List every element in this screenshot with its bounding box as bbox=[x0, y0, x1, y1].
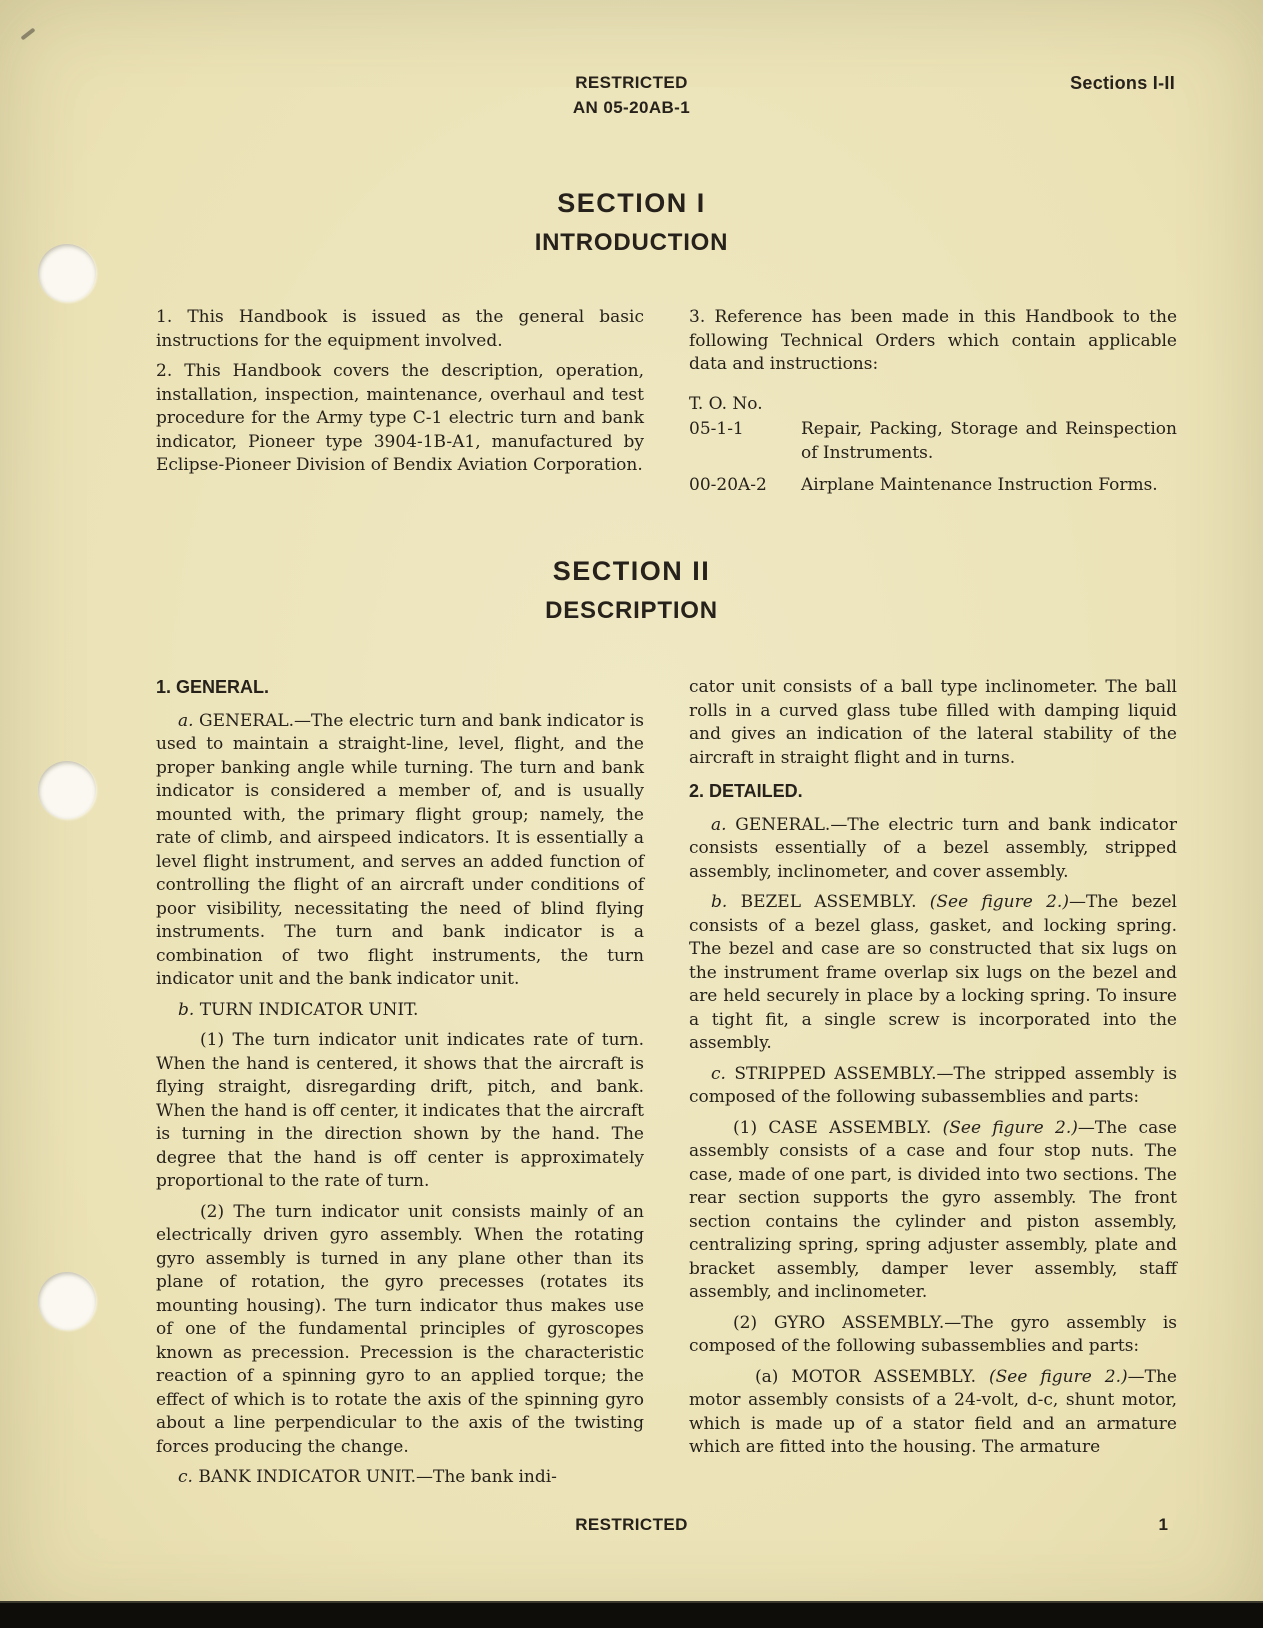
technical-orders-list bbox=[689, 393, 1177, 498]
section1-heading bbox=[0, 188, 1263, 256]
paragraph-general-a: a. GENERAL.—The electric turn and bank indicator is used to maintain a straight-line, level, flight, and the proper banking angle while turning. The turn and bank indicator is considered a member of, and is usually mounted with, the primary flight group; namely, the rate of climb, and airspeed indicators. It is essentially a level flight instrument, and serves an added function of controlling the flight of an aircraft under conditions of poor visibility, necessitating the need of blind flying instruments. The turn and bank indicator is a combination of two flight instruments, the turn indicator unit and the bank indicator unit. bbox=[156, 710, 644, 989]
heading-detailed: 2. DETAILED. bbox=[689, 781, 803, 801]
technical-order-row bbox=[689, 418, 1177, 465]
punch-hole bbox=[38, 761, 96, 819]
figure-reference: (See figure 2.) bbox=[989, 1366, 1128, 1387]
heading-turn-indicator-unit: b. TURN INDICATOR UNIT. bbox=[178, 999, 419, 1020]
paragraph-bank-indicator: c. BANK INDICATOR UNIT.—The bank indi- bbox=[178, 1467, 557, 1487]
to-description: Repair, Packing, Storage and Reinspection of Instruments. bbox=[801, 419, 1177, 463]
paragraph-lead-letter: a. bbox=[711, 814, 727, 835]
paragraph-bezel-assembly: b. BEZEL ASSEMBLY. (See figure 2.)—The bezel consists of a bezel glass, gasket, and locking spring. The bezel and case are so constructed that six lugs on the instrument frame overlap six lugs on the bezel and are held securely in place by a locking spring. To insure a tight fit, a single screw is incorporated into the assembly. bbox=[689, 892, 1177, 1053]
sections-label: Sections I-II bbox=[1070, 73, 1175, 93]
section1-right-column bbox=[689, 306, 1177, 507]
section1-title: SECTION I bbox=[557, 188, 706, 218]
document-number: AN 05-20AB-1 bbox=[572, 98, 691, 117]
classification-marking-top: RESTRICTED bbox=[575, 73, 688, 92]
paragraph-motor-assembly: (a) MOTOR ASSEMBLY. (See figure 2.)—The motor assembly consists of a 24-volt, d-c, shunt motor, which is made up of a stator field and an armature which are fitted into the housing. The armature bbox=[689, 1366, 1177, 1457]
figure-reference: (See figure 2.) bbox=[929, 892, 1069, 912]
paragraph-case-assembly: (1) CASE ASSEMBLY. (See figure 2.)—The case assembly consists of a case and four stop nuts. The case, made of one part, is divided into two sections. The rear section supports the gyro assembly. The front section contains the cylinder and piston assembly, centralizing spring, spring adjuster assembly, plate and bracket assembly, damper lever assembly, staff assembly, and inclinometer. bbox=[689, 1117, 1177, 1302]
section2-heading bbox=[0, 556, 1263, 624]
paragraph-handbook-covers: 2. This Handbook covers the description, operation, installation, inspection, maintenance, overhaul and test procedure for the Army type C-1 electric turn and bank indicator, Pioneer type 3904-1B-A1, manufactured by Eclipse-Pioneer Division of Bendix Aviation Corporation. bbox=[156, 361, 644, 475]
scan-edge-bar bbox=[0, 1601, 1263, 1628]
classification-marking-bottom: RESTRICTED bbox=[575, 1515, 688, 1534]
technical-order-row bbox=[689, 474, 1177, 498]
paragraph-lead-letter: b. bbox=[178, 999, 195, 1020]
to-description: Airplane Maintenance Instruction Forms. bbox=[801, 475, 1158, 495]
paragraph-turn-indicator-2: (2) The turn indicator unit consists mainly of an electrically driven gyro assembly. When the rotating gyro assembly is turned in any plane other than its plane of rotation, the gyro precesses (rotates its mounting housing). The turn indicator thus makes use of one of the fundamental principles of gyroscopes known as precession. Precession is the characteristic reaction of a spinning gyro to an applied torque; the effect of which is to rotate the axis of the spinning gyro about a line perpendicular to the axis of the twisting forces producing the change. bbox=[156, 1201, 644, 1457]
section2-left-column bbox=[156, 676, 644, 1497]
paragraph-detailed-general: a. GENERAL.—The electric turn and bank indicator consists essentially of a bezel assembly, stripped assembly, inclinometer, and cover assembly. bbox=[689, 814, 1177, 882]
to-number: 00-20A-2 bbox=[689, 475, 767, 495]
paragraph-bank-indicator-continued: cator unit consists of a ball type inclinometer. The ball rolls in a curved glass tube filled with damping liquid and gives an indication of the lateral stability of the aircraft in straight flight and in turns. bbox=[689, 677, 1177, 768]
section2-title: SECTION II bbox=[552, 556, 711, 586]
paragraph-stripped-assembly: c. STRIPPED ASSEMBLY.—The stripped assembly is composed of the following subassemblies and parts: bbox=[689, 1063, 1177, 1107]
to-number-label: T. O. No. bbox=[689, 393, 763, 414]
punch-hole bbox=[38, 1272, 96, 1330]
heading-general: 1. GENERAL. bbox=[156, 677, 270, 697]
paragraph-references: 3. Reference has been made in this Handbook to the following Technical Orders which contain applicable data and instructions: bbox=[689, 307, 1177, 374]
figure-reference: (See figure 2.) bbox=[942, 1117, 1078, 1138]
section2-columns bbox=[156, 676, 1177, 1497]
paragraph-lead-letter: c. bbox=[711, 1063, 726, 1084]
paragraph-handbook-issued: 1. This Handbook is issued as the general basic instructions for the equipment involved. bbox=[156, 307, 644, 351]
to-number: 05-1-1 bbox=[689, 419, 744, 439]
section2-right-column bbox=[689, 676, 1177, 1497]
page-number: 1 bbox=[1158, 1515, 1168, 1534]
page-footer bbox=[0, 1513, 1263, 1537]
section1-columns bbox=[156, 306, 1177, 507]
paragraph-turn-indicator-1: (1) The turn indicator unit indicates rate of turn. When the hand is centered, it shows that the aircraft is flying straight, disregarding drift, pitch, and bank. When the hand is off center, it indicates that the aircraft is turning in the direction shown by the hand. The degree that the hand is off center is approximately proportional to the rate of turn. bbox=[156, 1030, 644, 1191]
paragraph-lead-letter: b. bbox=[711, 892, 728, 912]
section1-left-column bbox=[156, 306, 644, 507]
paragraph-gyro-assembly: (2) GYRO ASSEMBLY.—The gyro assembly is composed of the following subassemblies and parts: bbox=[689, 1312, 1177, 1356]
section2-subtitle: DESCRIPTION bbox=[545, 596, 718, 624]
page-header bbox=[0, 70, 1263, 120]
scan-artifact bbox=[20, 27, 35, 40]
paragraph-lead-letter: c. bbox=[178, 1467, 193, 1487]
paragraph-lead-letter: a. bbox=[178, 710, 194, 731]
section1-subtitle: INTRODUCTION bbox=[534, 228, 729, 256]
